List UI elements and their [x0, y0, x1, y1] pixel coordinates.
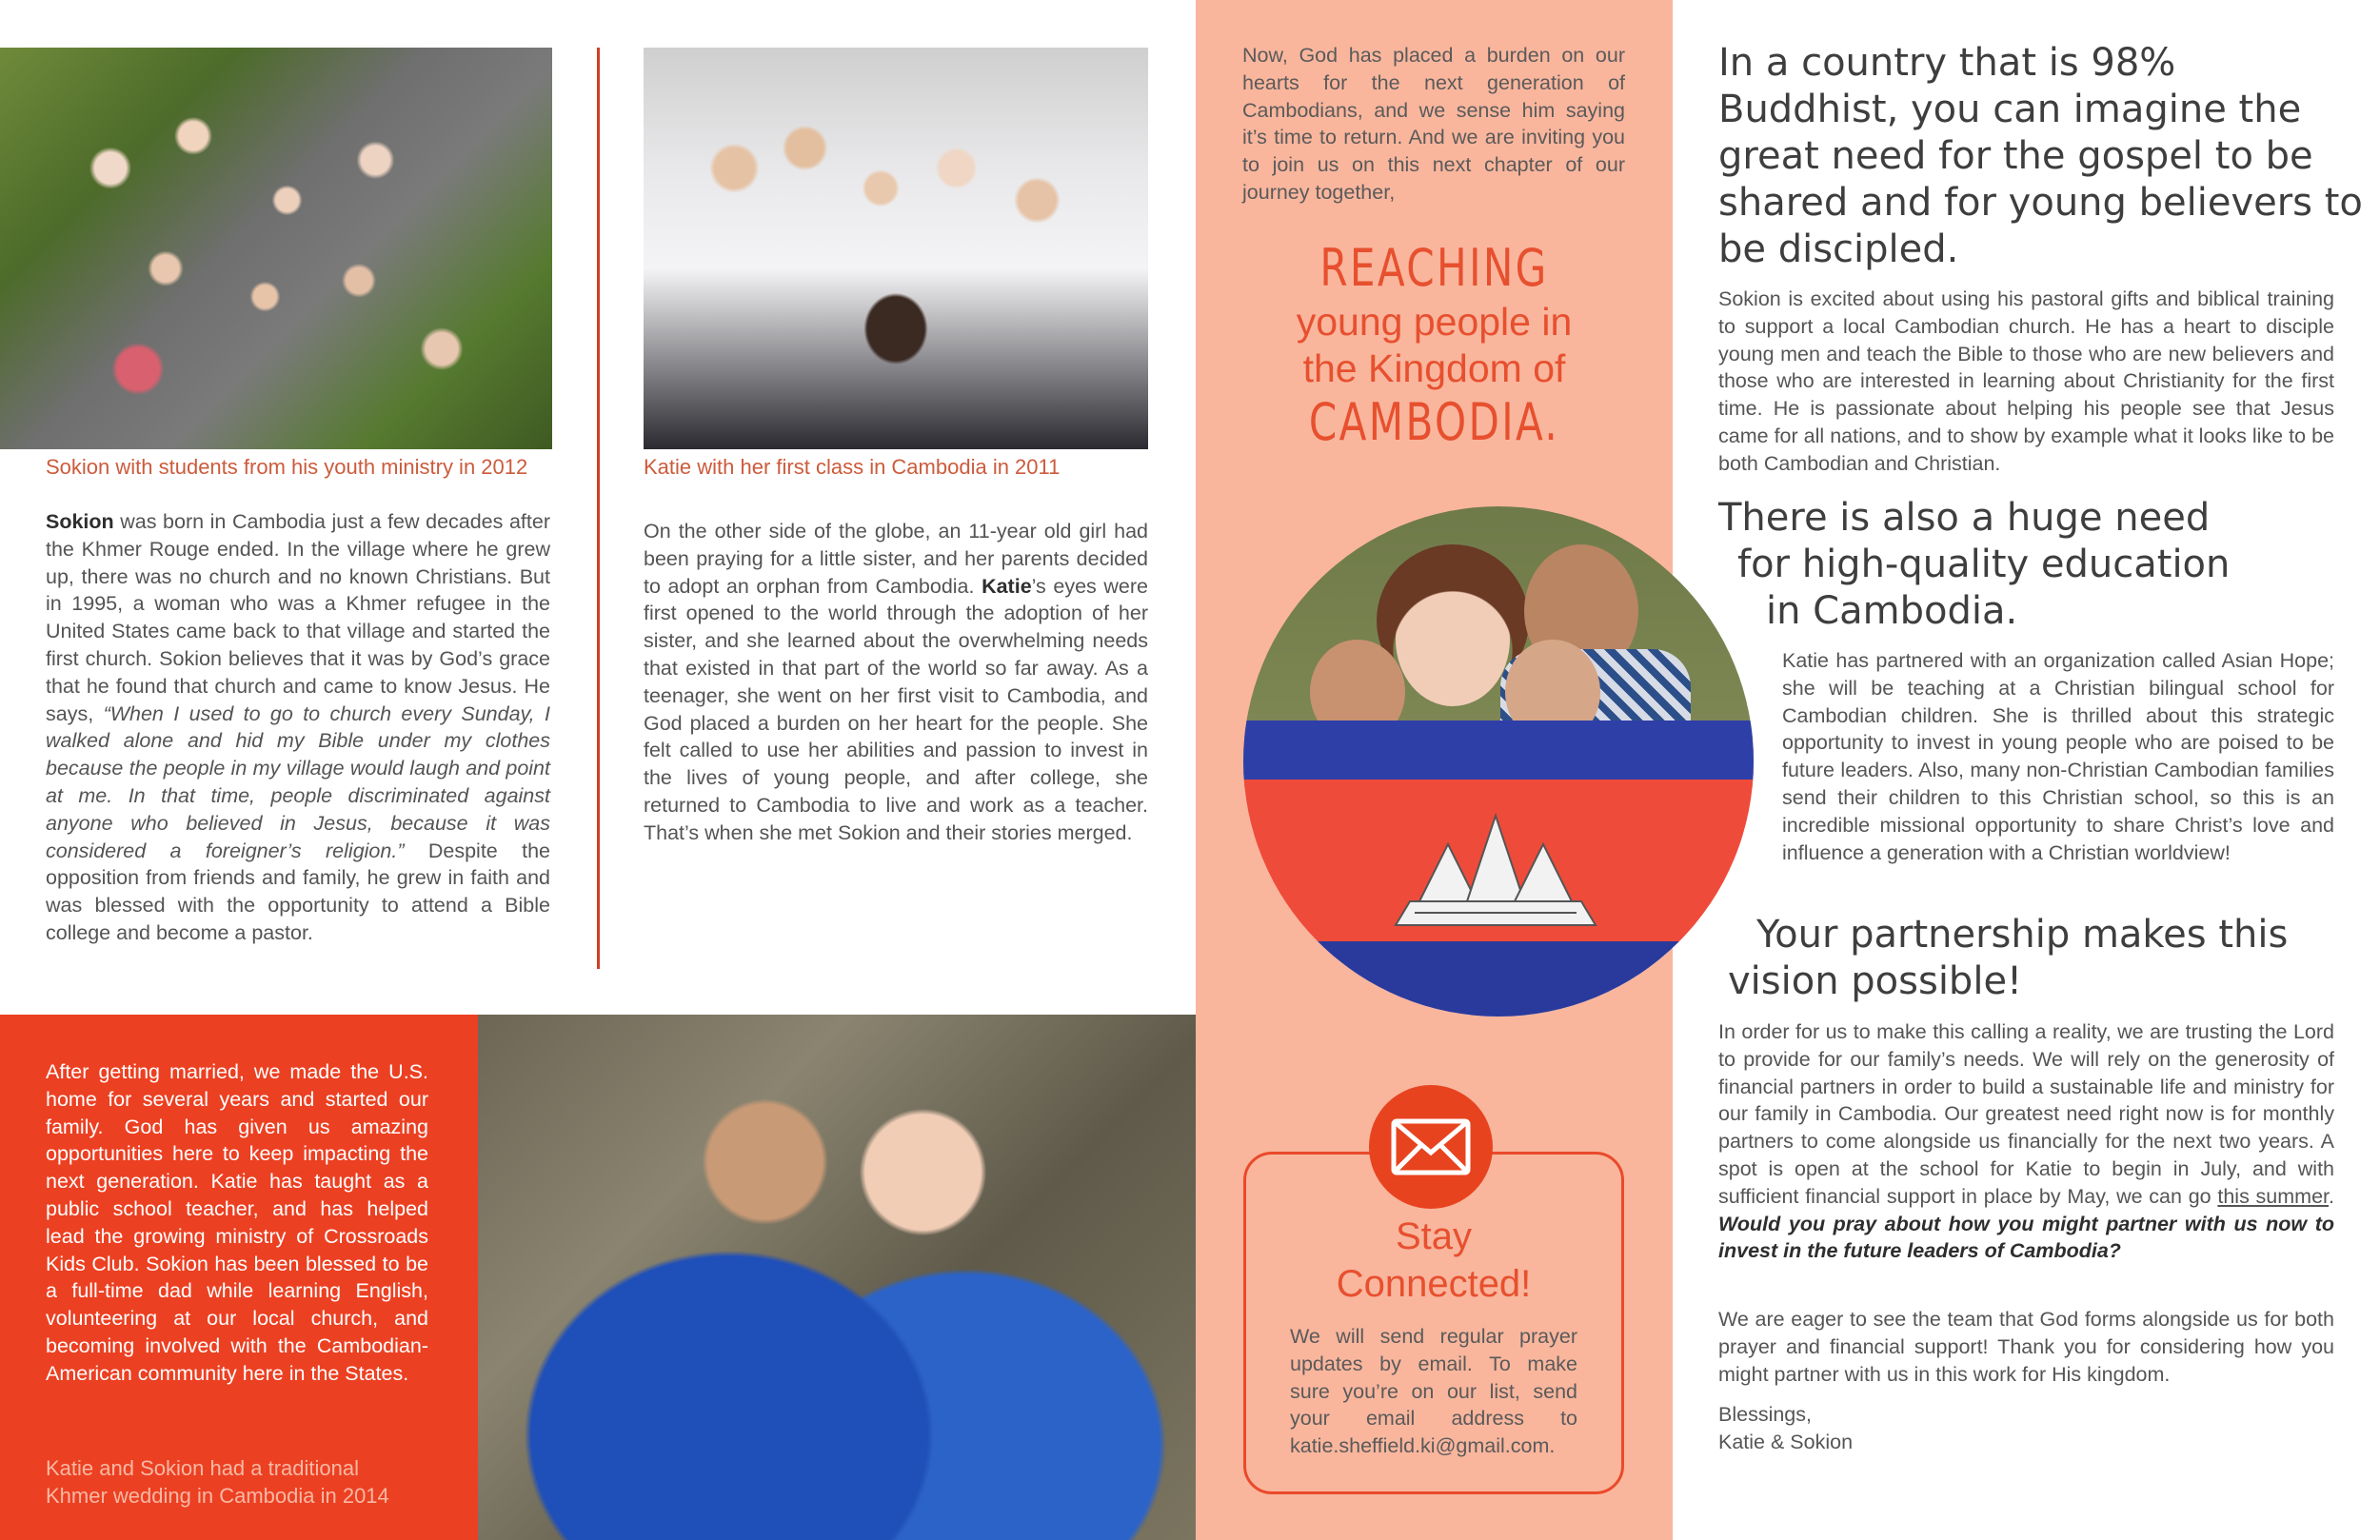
buddhist-heading-line-2: Buddhist, you can imagine the	[1718, 88, 2302, 131]
partnership-heading	[1728, 912, 2288, 1005]
thank-you-paragraph: We are eager to see the team that God forms alongside us for both prayer and financial support! Thank you for considering how you might partner with us in this work for His kingdom.	[1718, 1308, 2334, 1386]
pastoral-paragraph: Sokion is excited about using his pastoral gifts and biblical training to support a local Cambodian church. He has a heart to disciple young men and teach the Bible to those who are new believers and those who are interested in learning about Christianity for the first time. He is passionate about helping his people see that Jesus came for all nations, and to show by example what it looks like to be both Cambodian and Christian.	[1718, 287, 2334, 475]
reaching-line-3: the Kingdom of	[1302, 346, 1566, 390]
sokion-name: Sokion	[46, 510, 114, 533]
buddhist-heading-line-5: be discipled.	[1718, 227, 1959, 271]
angkor-wat-icon	[1377, 806, 1615, 930]
cambodia-word: CAMBODIA.	[1308, 392, 1560, 452]
asian-hope-paragraph: Katie has partnered with an organization called Asian Hope; she will be teaching at a Christian bilingual school for Cambodian children. She is thrilled about this strategic opportunity to invest in young people who are poised to be future leaders. Also, many non-Christian Cambodian families send their children to this Christian school, so this is an incredible missional opportunity to share Christ’s love and influence a generation with a Christian worldview!	[1782, 649, 2334, 864]
prayer-request: Would you pray about how you might partner with us now to invest in the future leaders of Cambodia?	[1718, 1212, 2334, 1263]
this-summer-link: this summer	[2217, 1184, 2330, 1208]
katie-story-part-a: On the other side of the globe, an 11-year old girl had been praying for a little sister, and her parents decided to adopt an orphan from Cambodia.	[644, 520, 1148, 598]
buddhist-heading-line-4: shared and for young believers to	[1718, 181, 2363, 225]
stay-title-line-2: Connected!	[1336, 1263, 1532, 1305]
katie-story-part-b: ’s eyes were first opened to the world through the adoption of her sister, and she learned about the overwhelming needs that existed in that part of the world so far away. As a teenager, she went on her first visit to Cambodia, and God placed a burden on her heart for the people. She felt called to use her abilities and passion to invest in the lives of young people, and after college, she returned to Cambodia to live and work as a teacher. That’s when she met Sokion and their stories merged.	[644, 574, 1148, 844]
envelope-glyph	[1391, 1118, 1471, 1175]
reaching-line-2: young people in	[1296, 300, 1573, 344]
sokion-quote: “When I used to go to church every Sunday, I walked alone and hid my Bible under my clothes because the people in my village would laugh and point at me. In that time, people discriminated against anyone who believed in Jesus, because it was considered a foreigner’s religion.”	[46, 701, 550, 862]
katie-name: Katie	[982, 574, 1032, 598]
class-photo-caption: Katie with her first class in Cambodia in 2011	[644, 455, 1061, 479]
stay-connected-title	[1243, 1213, 1624, 1308]
youth-ministry-photo	[0, 48, 552, 449]
education-heading-line-1: There is also a huge need	[1718, 496, 2211, 540]
partnership-paragraph-text: In order for us to make this calling a reality, we are trusting the Lord to provide for our family’s needs. We will rely on the generosity of financial partners in order to build a sustainable life and ministry for our family in Cambodia. Our greatest need right now is for monthly partners to come alongside us financially for the next two years. A spot is open at the school for Katie to begin in July, and with sufficient financial support in place by May, we can go	[1718, 1020, 2334, 1208]
sokion-story	[46, 508, 550, 947]
return-intro: Now, God has placed a burden on our hearts for the next generation of Cambodians, and we sense him saying it’s time to return. And we are inviting you to join us on this next chapter of our journey together,	[1242, 44, 1625, 204]
cambodian-flag	[1243, 721, 1754, 1017]
envelope-icon	[1369, 1085, 1493, 1209]
katie-story	[644, 518, 1148, 847]
partnership-heading-line-1: Your partnership makes this	[1756, 913, 2289, 957]
signature: Katie & Sokion	[1718, 1431, 1854, 1453]
wedding-caption-line-1: Katie and Sokion had a traditional	[46, 1456, 360, 1480]
reaching-word: REACHING	[1319, 238, 1549, 298]
partnership-paragraph	[1718, 1018, 2334, 1265]
column-divider	[597, 48, 600, 969]
education-heading-line-2: for high-quality education	[1737, 543, 2231, 586]
stay-connected-text: We will send regular prayer updates by email. To make sure you’re on our list, send your email address to katie.sheffield.ki@gmail.com.	[1290, 1325, 1577, 1458]
first-class-photo	[644, 48, 1148, 449]
buddhist-heading-line-3: great need for the gospel to be	[1718, 134, 2313, 178]
reaching-heading	[1196, 238, 1673, 453]
stay-title-line-1: Stay	[1395, 1215, 1473, 1257]
buddhist-heading-line-1: In a country that is 98%	[1718, 41, 2176, 85]
flag-top-stripe	[1243, 721, 1754, 780]
wedding-caption-line-2: Khmer wedding in Cambodia in 2014	[46, 1484, 389, 1508]
sokion-story-part-b: Despite the opposition from friends and family, he grew in faith and was blessed with the opportunity to attend a Bible college and become a pastor.	[46, 839, 550, 944]
sokion-story-part-a: was born in Cambodia just a few decades after the Khmer Rouge ended. In the village where he grew up, there was no church and no known Christians. But in 1995, a woman who was a Khmer refugee in the United States came back to that village and started the first church. Sokion believes that it was by God’s grace that he found that church and came to know Jesus. He says,	[46, 510, 550, 725]
buddhist-heading	[1718, 40, 2363, 273]
education-heading-line-3: in Cambodia.	[1766, 589, 2018, 633]
closing: Blessings,	[1718, 1403, 1812, 1426]
family-photo	[1243, 506, 1754, 1017]
partnership-paragraph-punct: .	[2329, 1184, 2334, 1208]
education-heading	[1718, 495, 2230, 635]
partnership-heading-line-2: vision possible!	[1728, 959, 2023, 1003]
wedding-caption	[46, 1454, 446, 1510]
wedding-photo	[478, 1015, 1196, 1540]
youth-photo-caption: Sokion with students from his youth ministry in 2012	[46, 455, 528, 479]
marriage-text: After getting married, we made the U.S. home for several years and started our family. God has given us amazing opportunities here to keep impacting the next generation. Katie has taught as a public school teacher, and has helped lead the growing ministry of Crossroads Kids Club. Sokion has been blessed to be a full-time dad while learning English, volunteering at our local church, and becoming involved with the Cambodian-American community here in the States.	[46, 1060, 428, 1385]
flag-bottom-stripe	[1243, 941, 1754, 1017]
